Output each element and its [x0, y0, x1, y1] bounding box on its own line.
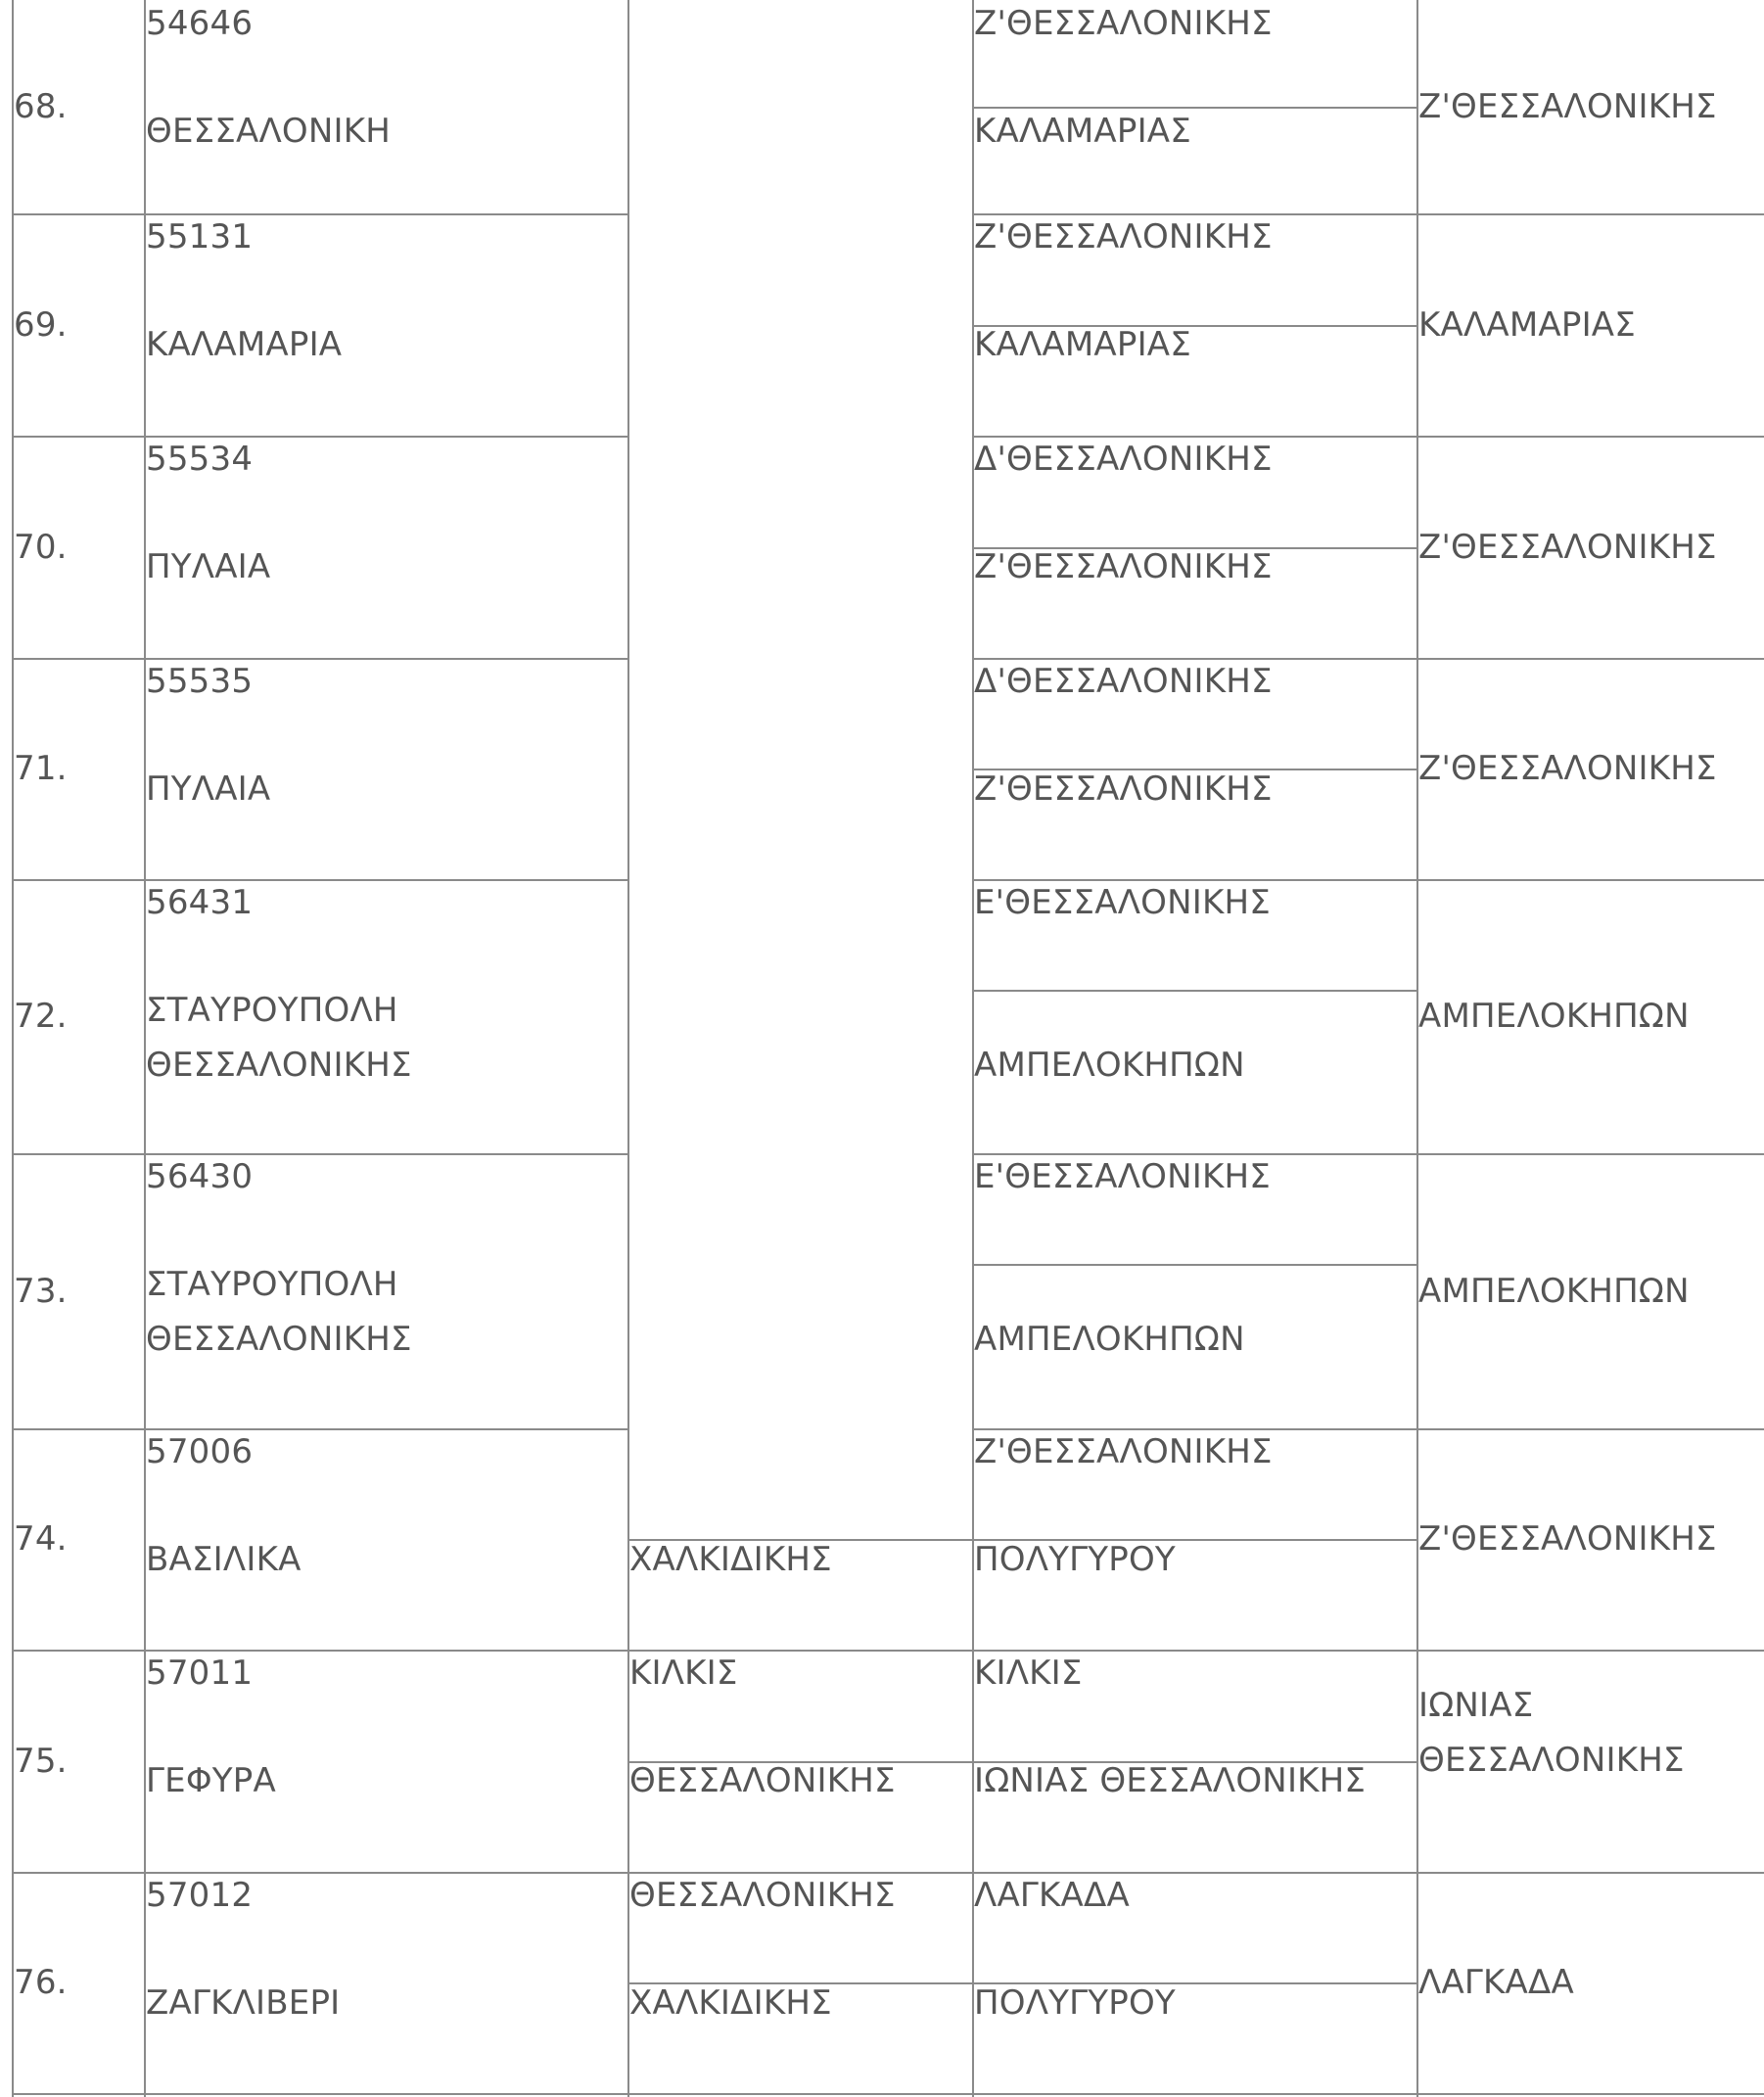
tax-office: ΚΑΛΑΜΑΡΙΑΣ [974, 325, 1191, 364]
prefecture: ΧΑΛΚΙΔΙΚΗΣ [629, 1540, 832, 1579]
final-office: ΑΜΠΕΛΟΚΗΠΩΝ [1418, 1271, 1690, 1311]
postal-code: 57011 [146, 1654, 254, 1693]
postal-code: 55535 [146, 662, 254, 701]
area-name: ΘΕΣΣΑΛΟΝΙΚΗΣ [146, 1320, 412, 1359]
tax-office: Δ'ΘΕΣΣΑΛΟΝΙΚΗΣ [974, 440, 1273, 479]
postal-code: 55131 [146, 217, 254, 256]
row-divider [12, 1153, 627, 1155]
final-office: ΛΑΓΚΑΔΑ [1418, 1963, 1574, 2002]
tax-office: Ε'ΘΕΣΣΑΛΟΝΙΚΗΣ [974, 883, 1271, 922]
row-number: 72. [14, 997, 68, 1036]
row-number: 74. [14, 1519, 68, 1559]
final-office: Ζ'ΘΕΣΣΑΛΟΝΙΚΗΣ [1418, 527, 1717, 567]
row-divider [12, 658, 627, 660]
postal-code: 57006 [146, 1432, 254, 1471]
row-number: 69. [14, 304, 68, 345]
tax-office: ΑΜΠΕΛΟΚΗΠΩΝ [974, 1046, 1245, 1085]
row-divider [12, 879, 627, 881]
postal-code: 56431 [146, 883, 254, 922]
row-divider [12, 1650, 1764, 1652]
final-office: ΚΑΛΑΜΑΡΙΑΣ [1418, 304, 1636, 345]
postal-code: 55534 [146, 440, 254, 479]
area-name: ΘΕΣΣΑΛΟΝΙΚΗ [146, 112, 392, 151]
row-number: 76. [14, 1963, 68, 2002]
row-divider [12, 1428, 627, 1430]
tax-office: Ε'ΘΕΣΣΑΛΟΝΙΚΗΣ [974, 1157, 1271, 1196]
prefecture: ΘΕΣΣΑΛΟΝΙΚΗΣ [629, 1761, 896, 1800]
area-name: ΠΥΛΑΙΑ [146, 769, 271, 809]
area-name: ΖΑΓΚΛΙΒΕΡΙ [146, 1983, 341, 2023]
row-divider [12, 436, 627, 438]
tax-office: Ζ'ΘΕΣΣΑΛΟΝΙΚΗΣ [974, 547, 1273, 586]
tax-office: Ζ'ΘΕΣΣΑΛΟΝΙΚΗΣ [974, 1432, 1273, 1471]
final-office: Ζ'ΘΕΣΣΑΛΟΝΙΚΗΣ [1418, 1519, 1717, 1559]
final-office: ΘΕΣΣΑΛΟΝΙΚΗΣ [1418, 1741, 1685, 1780]
row-number: 71. [14, 749, 68, 788]
tax-office: ΠΟΛΥΓΥΡΟΥ [974, 1983, 1176, 2023]
row-number: 70. [14, 527, 68, 567]
tax-office: Ζ'ΘΕΣΣΑΛΟΝΙΚΗΣ [974, 4, 1273, 43]
tax-office: Ζ'ΘΕΣΣΑΛΟΝΙΚΗΣ [974, 217, 1273, 256]
final-office: Ζ'ΘΕΣΣΑΛΟΝΙΚΗΣ [1418, 749, 1717, 788]
area-name: ΓΕΦΥΡΑ [146, 1761, 276, 1800]
row-divider [12, 213, 627, 215]
area-name: ΠΥΛΑΙΑ [146, 547, 271, 586]
prefecture: ΘΕΣΣΑΛΟΝΙΚΗΣ [629, 1876, 896, 1915]
area-name: ΣΤΑΥΡΟΥΠΟΛΗ [146, 991, 398, 1030]
postal-code: 54646 [146, 4, 254, 43]
final-office: ΙΩΝΙΑΣ [1418, 1686, 1534, 1725]
area-name: ΣΤΑΥΡΟΥΠΟΛΗ [146, 1265, 398, 1304]
subrow-divider [972, 1264, 1416, 1266]
final-office: ΑΜΠΕΛΟΚΗΠΩΝ [1418, 997, 1690, 1036]
tax-office: ΚΙΛΚΙΣ [974, 1654, 1083, 1693]
tax-office: Ζ'ΘΕΣΣΑΛΟΝΙΚΗΣ [974, 769, 1273, 809]
area-name: ΘΕΣΣΑΛΟΝΙΚΗΣ [146, 1046, 412, 1085]
tax-office: ΙΩΝΙΑΣ ΘΕΣΣΑΛΟΝΙΚΗΣ [974, 1761, 1367, 1800]
tax-office: ΠΟΛΥΓΥΡΟΥ [974, 1540, 1176, 1579]
tax-office: Δ'ΘΕΣΣΑΛΟΝΙΚΗΣ [974, 662, 1273, 701]
row-number: 75. [14, 1741, 68, 1781]
tax-office: ΛΑΓΚΑΔΑ [974, 1876, 1130, 1915]
area-name: ΒΑΣΙΛΙΚΑ [146, 1540, 302, 1579]
postal-code: 56430 [146, 1157, 254, 1196]
prefecture: ΚΙΛΚΙΣ [629, 1654, 738, 1693]
subrow-divider [972, 990, 1416, 992]
row-divider [12, 2093, 1764, 2095]
area-name: ΚΑΛΑΜΑΡΙΑ [146, 325, 343, 364]
prefecture: ΧΑΛΚΙΔΙΚΗΣ [629, 1983, 832, 2023]
row-number: 68. [14, 87, 68, 126]
tax-office: ΚΑΛΑΜΑΡΙΑΣ [974, 112, 1191, 151]
row-number: 73. [14, 1271, 68, 1311]
postal-code: 57012 [146, 1876, 254, 1915]
final-office: Ζ'ΘΕΣΣΑΛΟΝΙΚΗΣ [1418, 87, 1717, 126]
tax-office: ΑΜΠΕΛΟΚΗΠΩΝ [974, 1320, 1245, 1359]
